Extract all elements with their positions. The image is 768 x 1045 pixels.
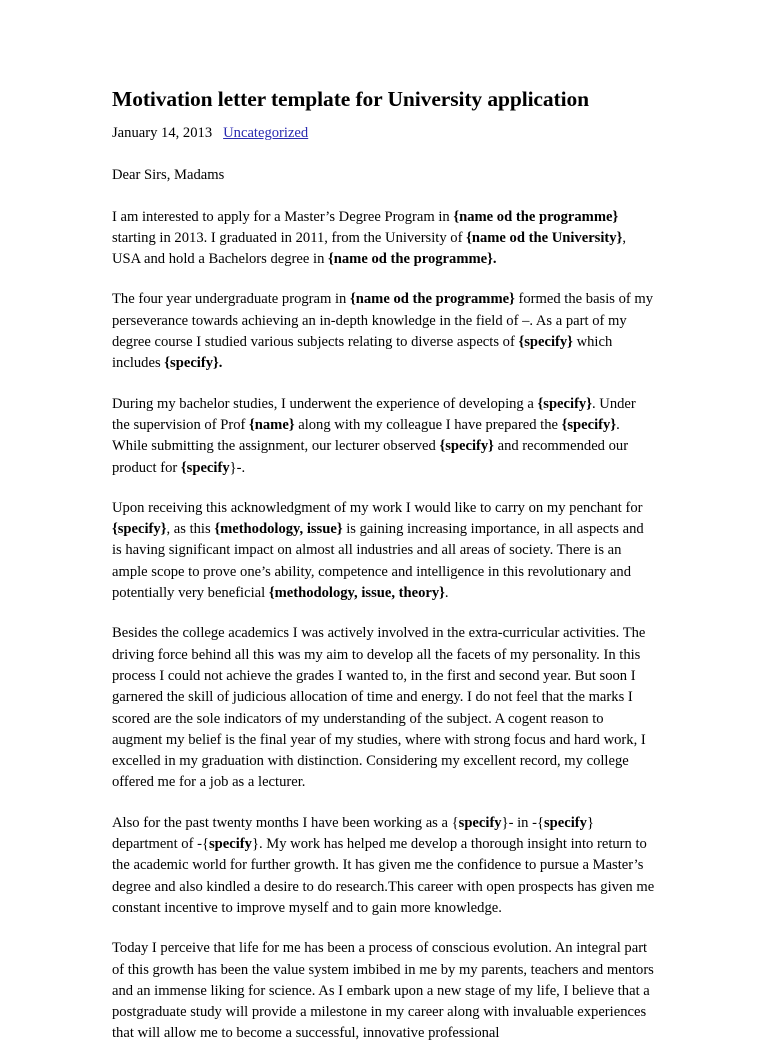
body-text: I am interested to apply for a Master’s Degree Program in (112, 208, 454, 225)
body-text: along with my colleague I have prepared the (294, 416, 562, 433)
placeholder-text: {specify} (518, 334, 573, 351)
placeholder-text: {specify} (439, 438, 494, 455)
post-date: January 14, 2013 (112, 125, 213, 142)
placeholder-text: {name} (249, 416, 295, 433)
body-text: starting in 2013. I graduated in 2011, from the University of (112, 229, 467, 246)
post-meta (112, 124, 657, 144)
body-text: Upon receiving this acknowledgment of my work I would like to carry on my penchant for (112, 499, 643, 516)
body-text: } department of -{ (112, 814, 594, 853)
body-text: }-. (229, 459, 246, 476)
placeholder-text: {methodology, issue} (214, 521, 343, 538)
body-text: formed the basis of my perseverance towards achieving an in-depth knowledge in the field of –. As a part of my degree course I studied various subjects relating to diverse aspects of (112, 291, 654, 351)
placeholder-text: {name od the programme} (350, 291, 515, 308)
placeholder-text: {name od the programme}. (328, 251, 497, 268)
body-text: During my bachelor studies, I underwent the experience of developing a (112, 395, 538, 412)
placeholder-text: {name od the programme} (453, 208, 619, 225)
page-title: Motivation letter template for University application (112, 87, 589, 111)
paragraph-intro (112, 207, 657, 271)
salutation: Dear Sirs, Madams (112, 166, 225, 183)
letter-paragraphs (112, 207, 657, 1045)
body-text: Besides the college academics I was actively involved in the extra-curricular activities. The driving force behind all this was my aim to develop all the facets of my personality. In this process I could not achieve the grades I wanted to, in the first and second year. But soon I garnered the skill of judicious allocation of time and energy. I do not feel that the marks I scored are the sole indicators of my understanding of the subject. A cogent reason to augment my belief is the final year of my studies, where with strong focus and hard work, I excelled in my graduation with distinction. Considering my excellent record, my college offered me for a job as a lecturer. (112, 625, 646, 791)
paragraph-bachelor-studies (112, 394, 657, 479)
body-text: Also for the past twenty months I have been working as a { (112, 814, 459, 831)
placeholder-text: {specify} (537, 395, 592, 412)
placeholder-text: specify (544, 814, 587, 831)
body-text: , as this (166, 521, 215, 538)
placeholder-text: {methodology, issue, theory} (268, 585, 445, 602)
body-text: . While submitting the assignment, our lecturer observed (112, 416, 620, 455)
paragraph-work-experience (112, 813, 657, 919)
document-body (112, 86, 657, 1045)
body-text: Today I perceive that life for me has been a process of conscious evolution. An integral part of this growth has been the value system imbibed in me by my parents, teachers and mentors and an immense liking for science. As I embark upon a new stage of my life, I believe that a postgraduate study will provide a milestone in my career along with invaluable experiences that will allow me to become a successful, innovative professional (112, 940, 654, 1042)
paragraph-conclusion (112, 938, 657, 1044)
paragraph-acknowledgment (112, 498, 657, 604)
body-text: is gaining increasing importance, in all aspects and is having significant impact on almost all industries and all areas of society. There is an ample scope to prove one’s ability, competence and intelligence in this revolutionary and potentially very beneficial (112, 521, 644, 602)
placeholder-text: {specify} (112, 521, 167, 538)
placeholder-text: specify (458, 814, 502, 831)
placeholder-text: {specify (180, 459, 230, 476)
body-text: The four year undergraduate program in (112, 291, 350, 308)
placeholder-text: {specify} (561, 416, 617, 433)
body-text: which includes (112, 334, 613, 372)
body-text: . Under the supervision of Prof (112, 395, 636, 433)
paragraph-undergraduate (112, 289, 657, 374)
placeholder-text: {specify}. (164, 355, 223, 372)
body-text: , USA and hold a Bachelors degree in (112, 229, 626, 268)
body-text: and recommended our product for (112, 438, 629, 476)
body-text: }- in -{ (501, 814, 544, 831)
placeholder-text: {name od the University} (466, 229, 623, 246)
category-link-uncategorized[interactable]: Uncategorized (223, 125, 309, 142)
paragraph-extracurricular (112, 623, 657, 793)
body-text: . (444, 585, 449, 602)
body-text: }. My work has helped me develop a thorough insight into return to the academic world for further growth. It has given me the confidence to pursue a Master’s degree and also kindled a desire to do research.This career with open prospects has given me constant incentive to improve myself and to gain more knowledge. (112, 836, 655, 916)
placeholder-text: specify (208, 836, 252, 853)
